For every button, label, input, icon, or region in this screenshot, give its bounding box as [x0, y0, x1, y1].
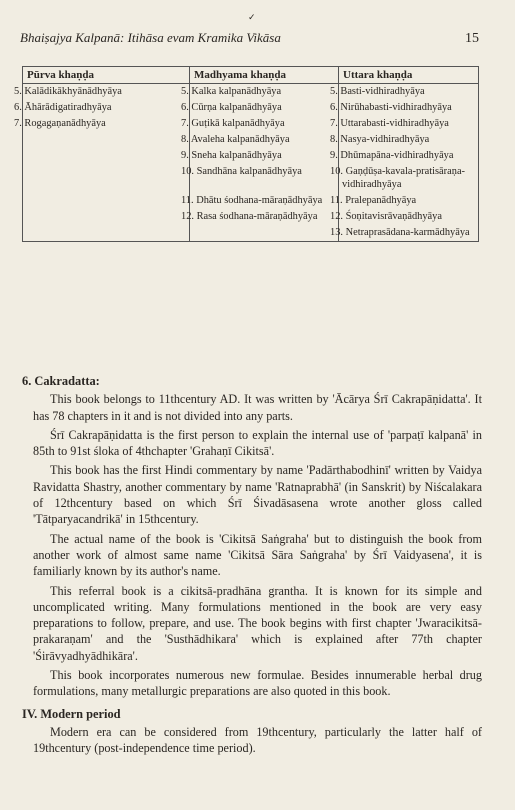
paragraph: Modern era can be considered from 19thcentury, particularly the latter half of 19thcentury (post-independence time period). — [33, 724, 482, 756]
table-cell — [23, 193, 190, 209]
table-cell: 10. Gaṇḍūṣa-kavala-pratisāraṇa-vidhiradhyāya — [339, 164, 479, 193]
table-cell: 6. Cūrṇa kalpanādhyāya — [190, 100, 339, 116]
running-header — [20, 30, 479, 47]
table-cell — [23, 132, 190, 148]
table-cell: 8. Nasya-vidhiradhyāya — [339, 132, 479, 148]
table-cell — [23, 148, 190, 164]
paragraph: This referral book is a cikitsā-pradhāna grantha. It is known for its simple and uncomplicated writing. Many formulations mentioned in the book are very easy preparations to follow, prepare, and use. The book begins with first chapter 'Jwaracikitsā-prakaraṇam' and the 'Susthādhikara' which is explained after 77th chapter 'Śirāvyadhyādhikāra'. — [33, 583, 482, 663]
table-cell: 7. Rogagaṇanādhyāya — [23, 116, 190, 132]
paragraph: This book belongs to 11thcentury AD. It was written by 'Ācārya Śrī Cakrapāṇidatta'. It has 78 chapters in it and is not divided into any parts. — [33, 392, 482, 423]
paragraph: The actual name of the book is 'Cikitsā Saṅgraha' but to distinguish the book from another work of almost same name 'Cikitsā Sāra Saṅgraha' by Śrī Vaidyasena', it is familiarly known by its author's name. — [33, 531, 482, 579]
table-cell: 12. Rasa śodhana-māraṇādhyāya — [190, 209, 339, 225]
table-row — [23, 148, 479, 164]
table-cell: 13. Netraprasādana-karmādhyāya — [339, 225, 479, 242]
khanda-table — [14, 66, 479, 242]
table-cell — [23, 209, 190, 225]
table-cell: 5. Basti-vidhiradhyāya — [339, 84, 479, 101]
table-cell: 8. Avaleha kalpanādhyāya — [190, 132, 339, 148]
table-row — [23, 164, 479, 193]
table-cell — [23, 225, 190, 242]
table-cell: 11. Dhātu śodhana-māraṇādhyāya — [190, 193, 339, 209]
table-cell: 12. Śoṇitavisrāvaṇādhyāya — [339, 209, 479, 225]
table-cell: 5. Kalka kalpanādhyāya — [190, 84, 339, 101]
column-header-purva: Pūrva khaṇḍa — [23, 67, 190, 84]
column-header-uttara: Uttara khaṇḍa — [339, 67, 479, 84]
table-cell — [190, 225, 339, 242]
table-cell: 9. Dhūmapāna-vidhiradhyāya — [339, 148, 479, 164]
table-cell: 5. Kalādikākhyānādhyāya — [23, 84, 190, 101]
table-cell: 6. Nirūhabasti-vidhiradhyāya — [339, 100, 479, 116]
table-cell — [23, 164, 190, 193]
column-header-madhyama: Madhyama khaṇḍa — [190, 67, 339, 84]
section-heading-modern-period: IV. Modern period — [22, 706, 121, 721]
table-header-row — [23, 67, 479, 84]
table-row — [23, 193, 479, 209]
paragraph: Śrī Cakrapāṇidatta is the first person to explain the internal use of 'parpaṭī kalpanā' in 85th to 91st śloka of 4thchapter 'Grahaṇī Cikitsā'. — [33, 427, 482, 459]
body-text — [22, 373, 482, 760]
table-cell: 6. Āhārādigatiradhyāya — [23, 100, 190, 116]
table-cell: 7. Guṭikā kalpanādhyāya — [190, 116, 339, 132]
table-row — [23, 209, 479, 225]
pen-mark: ✓ — [248, 12, 256, 22]
paragraph: This book incorporates numerous new formulae. Besides innumerable herbal drug formulations, many metallurgic preparations are also quoted in this book. — [33, 668, 482, 699]
table-row — [23, 116, 479, 132]
table-row — [23, 132, 479, 148]
page-number: 15 — [465, 31, 479, 46]
paragraph: This book has the first Hindi commentary by name 'Padārthabodhinī' written by Vaidya Ravidatta Shastry, another commentary by name 'Ratnaprabhā' (in Sanskrit) by Niścalakara of 12thcentury based on which Śrī Śivadāsasena wrote another gloss called 'Tātparyacandrikā' in 15thcentury. — [33, 463, 482, 527]
table-cell: 11. Pralepanādhyāya — [339, 193, 479, 209]
table-cell: 7. Uttarabasti-vidhiradhyāya — [339, 116, 479, 132]
table-cell: 10. Sandhāna kalpanādhyāya — [190, 164, 339, 193]
table-cell: 9. Sneha kalpanādhyāya — [190, 148, 339, 164]
table-row — [23, 100, 479, 116]
table-row — [23, 225, 479, 242]
running-title: Bhaiṣajya Kalpanā: Itihāsa evam Kramika Vikāsa — [20, 30, 281, 45]
section-heading-cakradatta: 6. Cakradatta: — [22, 374, 100, 388]
table-row — [23, 84, 479, 101]
